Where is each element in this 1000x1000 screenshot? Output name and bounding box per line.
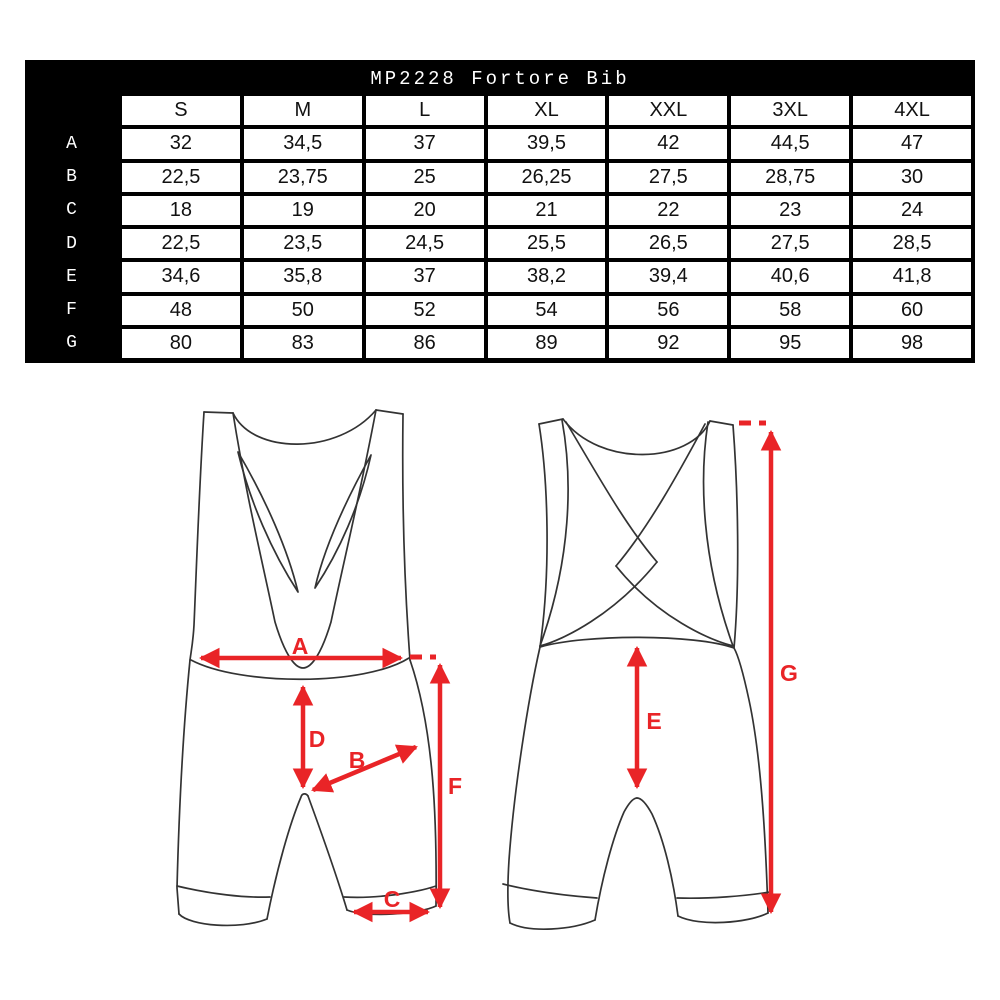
value-cell: 25 (366, 163, 484, 192)
garment-line (191, 658, 409, 679)
size-header-cell: L (366, 96, 484, 125)
value-cell: 28,75 (731, 163, 849, 192)
garment-line (540, 637, 734, 648)
value-cell: 58 (731, 296, 849, 325)
garment-line (233, 410, 376, 668)
value-cell: 50 (244, 296, 362, 325)
size-header-cell: S (122, 96, 240, 125)
garment-line (177, 660, 190, 914)
value-cell: 23,5 (244, 229, 362, 258)
value-cell: 34,6 (122, 262, 240, 291)
garment-line (403, 414, 410, 660)
front-view-drawing (177, 410, 436, 925)
garment-line (595, 798, 637, 920)
value-cell: 60 (853, 296, 971, 325)
value-cell: 34,5 (244, 129, 362, 158)
value-cell: 98 (853, 329, 971, 358)
garment-line (678, 913, 768, 923)
value-cell: 54 (488, 296, 606, 325)
garment-line (238, 452, 298, 592)
size-header-cell: M (244, 96, 362, 125)
measure-label-b: B (348, 747, 366, 773)
value-cell: 24,5 (366, 229, 484, 258)
value-cell: 26,5 (609, 229, 727, 258)
value-cell: 25,5 (488, 229, 606, 258)
measure-label-f: F (447, 773, 463, 799)
value-cell: 83 (244, 329, 362, 358)
value-cell: 27,5 (731, 229, 849, 258)
measure-label-e: E (646, 708, 662, 734)
value-cell: 89 (488, 329, 606, 358)
value-cell: 42 (609, 129, 727, 158)
garment-line (179, 914, 267, 925)
garment-line (376, 410, 403, 414)
value-cell: 41,8 (853, 262, 971, 291)
garment-line (616, 424, 705, 566)
garment-line (734, 648, 768, 913)
size-header-cell: XXL (609, 96, 727, 125)
measurement-arrows (201, 423, 798, 912)
value-cell: 39,4 (609, 262, 727, 291)
table-title: MP2228 Fortore Bib (370, 68, 630, 90)
garment-line (539, 419, 563, 424)
row-label-cell: C (66, 200, 77, 221)
value-cell: 30 (853, 163, 971, 192)
row-label-cell: B (66, 167, 77, 188)
measure-label-a: A (291, 633, 309, 659)
garment-line (704, 422, 733, 646)
row-label-cell: F (66, 300, 77, 321)
garment-line (733, 425, 738, 648)
value-cell: 20 (366, 196, 484, 225)
row-label-cell: D (66, 233, 77, 254)
garment-line (177, 886, 270, 897)
value-cell: 37 (366, 262, 484, 291)
garment-line (503, 884, 597, 898)
garment-line (563, 419, 710, 455)
value-cell: 19 (244, 196, 362, 225)
measure-label-g: G (780, 660, 798, 686)
value-cell: 80 (122, 329, 240, 358)
value-cell: 40,6 (731, 262, 849, 291)
size-header-cell: XL (488, 96, 606, 125)
value-cell: 44,5 (731, 129, 849, 158)
value-cell: 23,75 (244, 163, 362, 192)
garment-line (616, 566, 733, 646)
value-cell: 39,5 (488, 129, 606, 158)
garment-line (267, 794, 308, 919)
value-cell: 18 (122, 196, 240, 225)
value-cell: 95 (731, 329, 849, 358)
value-cell: 22,5 (122, 229, 240, 258)
garment-line (190, 412, 204, 660)
garment-line (539, 424, 547, 647)
size-header-cell: 4XL (853, 96, 971, 125)
measure-label-c: C (383, 886, 401, 912)
garment-line (508, 647, 540, 923)
value-cell: 52 (366, 296, 484, 325)
measure-label-d: D (308, 726, 326, 752)
value-cell: 48 (122, 296, 240, 325)
garment-line (710, 421, 733, 425)
garment-line (410, 660, 436, 906)
value-cell: 86 (366, 329, 484, 358)
value-cell: 38,2 (488, 262, 606, 291)
garment-line (233, 410, 376, 444)
garment-line (540, 562, 657, 646)
row-label-cell: A (66, 133, 77, 154)
value-cell: 24 (853, 196, 971, 225)
row-label-cell: E (66, 266, 77, 287)
value-cell: 26,25 (488, 163, 606, 192)
size-header-cell: 3XL (731, 96, 849, 125)
garment-line (308, 796, 347, 910)
value-cell: 22 (609, 196, 727, 225)
value-cell: 32 (122, 129, 240, 158)
value-cell: 22,5 (122, 163, 240, 192)
value-cell: 92 (609, 329, 727, 358)
garment-line (677, 892, 770, 898)
garment-line (566, 422, 657, 562)
row-label-cell: G (66, 333, 77, 354)
value-cell: 35,8 (244, 262, 362, 291)
garment-line (637, 798, 678, 916)
value-cell: 47 (853, 129, 971, 158)
value-cell: 37 (366, 129, 484, 158)
value-cell: 28,5 (853, 229, 971, 258)
garment-line (204, 412, 233, 413)
garment-line (510, 920, 595, 929)
value-cell: 21 (488, 196, 606, 225)
value-cell: 56 (609, 296, 727, 325)
value-cell: 27,5 (609, 163, 727, 192)
value-cell: 23 (731, 196, 849, 225)
